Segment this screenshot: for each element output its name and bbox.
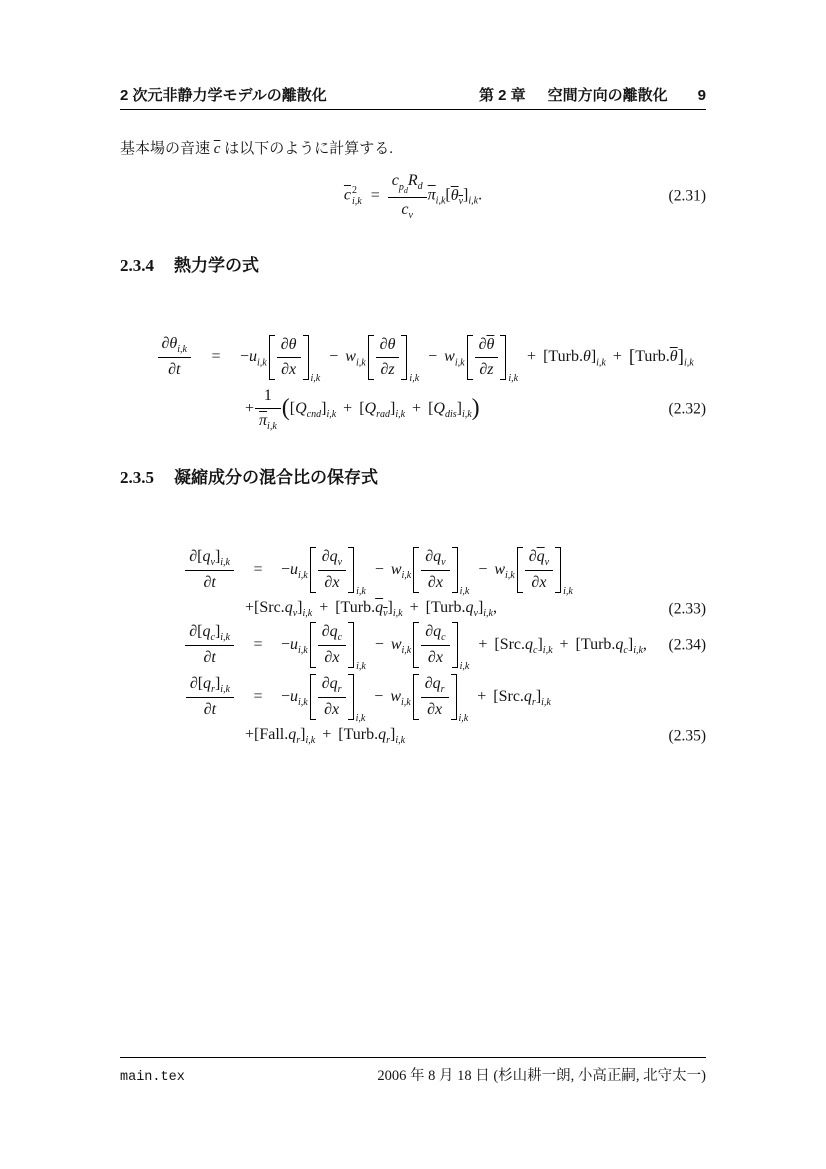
section-number: 2.3.5 (120, 468, 154, 487)
equation-2-32-line-2 (120, 386, 706, 433)
section-heading-2-3-4 (120, 251, 259, 276)
eq-2-34-lhs: $\frac{\partial[q_c]_{i,k}}{\partial t}$ (120, 622, 235, 668)
equation-2-31 (120, 168, 706, 224)
equation-2-33-line-1 (120, 540, 706, 600)
equation-2-34 (120, 618, 706, 672)
eq-2-32-continuation: + $\frac{1}{\overline{\pi}_{i,k}}$ $([Q_{cnd}]_{i,k} + [Q_{rad}]_{i,k} + [Q_{dis}]_{i,k})$ (245, 386, 480, 433)
eq-2-35-continuation: $+[Fall.q_r]_{i,k}$ + $[Turb.q_r]_{i,k}$ (245, 726, 406, 747)
eq-2-33-rhs: $-u_{i,k}$ $\frac{\partial q_v}{\partial x}$ i,k − $w_{i,k}$ $\frac{\partial q_v}{\partial x}$ i,k − $w_{i,k}$ $\frac{\partial\overline{q}_v}{\partial x}$ i,k (281, 547, 573, 598)
eq-2-35-lhs: $\frac{\partial[q_r]_{i,k}}{\partial t}$ (120, 674, 235, 720)
equation-2-35-line-2 (120, 722, 706, 750)
header-left-title: 2 次元非静力学モデルの離散化 (120, 87, 327, 104)
footer-rule (120, 1057, 706, 1058)
footer-date-authors: 2006 年 8 月 18 日 (杉山耕一朗, 小高正嗣, 北守太一) (377, 1068, 706, 1084)
eq-2-35-number: (2.35) (668, 727, 706, 745)
eq-2-31-body: $\overline{c}$ 2 i,k = $\frac{c_{p_d}R_d}{c_v}$ $\overline{\pi}_{i,k}[\theta_v]_{i,k}$. (343, 172, 483, 221)
page-header (120, 84, 706, 105)
equals-sign: = (253, 688, 263, 705)
eq-2-33-number: (2.33) (668, 600, 706, 618)
header-rule (120, 109, 706, 110)
eq-2-32-rhs: $-u_{i,k}$ $\frac{\partial\theta}{\partial x}$ i,k − $w_{i,k}$ $\frac{\partial\theta}{\partial z}$ i,k − $w_{i,k}$ $\frac{\partial\overline{\theta}}{\partial z}$ i,k + $[Turb.\theta]_{i,k}$ + $[Turb.\overline{\theta}]_{i,k}$ (240, 335, 694, 384)
page-footer (120, 1064, 706, 1085)
equals-sign: = (211, 348, 221, 365)
eq-2-32-number: (2.32) (668, 400, 706, 418)
eq-2-34-rhs: $-u_{i,k}$ $\frac{\partial q_c}{\partial x}$ i,k − $w_{i,k}$ $\frac{\partial q_c}{\partial x}$ i,k + $[Src.q_c]_{i,k}$ + $[Turb.q_c]_{i,k}$, (281, 622, 647, 673)
eq-2-34-number: (2.34) (668, 636, 706, 654)
eq-2-33-lhs: $\frac{\partial[q_v]_{i,k}}{\partial t}$ (120, 547, 235, 593)
section-title: 熱力学の式 (174, 256, 259, 275)
equation-2-32-line-1 (120, 326, 706, 388)
header-section-title: 空間方向の離散化 (547, 87, 668, 104)
section-heading-2-3-5 (120, 463, 378, 488)
eq-2-31-number: (2.31) (668, 187, 706, 205)
header-chapter: 第 2 章 (478, 87, 526, 104)
eq-2-35-rhs: $-u_{i,k}$ $\frac{\partial q_r}{\partial x}$ i,k − $w_{i,k}$ $\frac{\partial q_r}{\partial x}$ i,k + $[Src.q_r]_{i,k}$ (281, 674, 551, 725)
footer-filename: main.tex (120, 1070, 185, 1085)
header-right-group (479, 84, 706, 105)
page-number: 9 (697, 87, 706, 104)
equals-sign: = (253, 561, 263, 578)
equation-2-35-line-1 (120, 670, 706, 724)
intro-text: 基本場の音速 $\overline{c}$ は以下のように計算する. (120, 141, 393, 157)
section-number: 2.3.4 (120, 256, 154, 275)
equals-sign: = (253, 636, 263, 653)
eq-2-32-lhs: $\frac{\partial\theta_{i,k}}{\partial t}$ (120, 334, 192, 380)
eq-2-33-continuation: $+[Src.q_v]_{i,k}$ + $[Turb.q_v]_{i,k}$ + $[Turb.q_v]_{i,k}$, (245, 599, 497, 620)
section-title: 凝縮成分の混合比の保存式 (174, 468, 378, 487)
